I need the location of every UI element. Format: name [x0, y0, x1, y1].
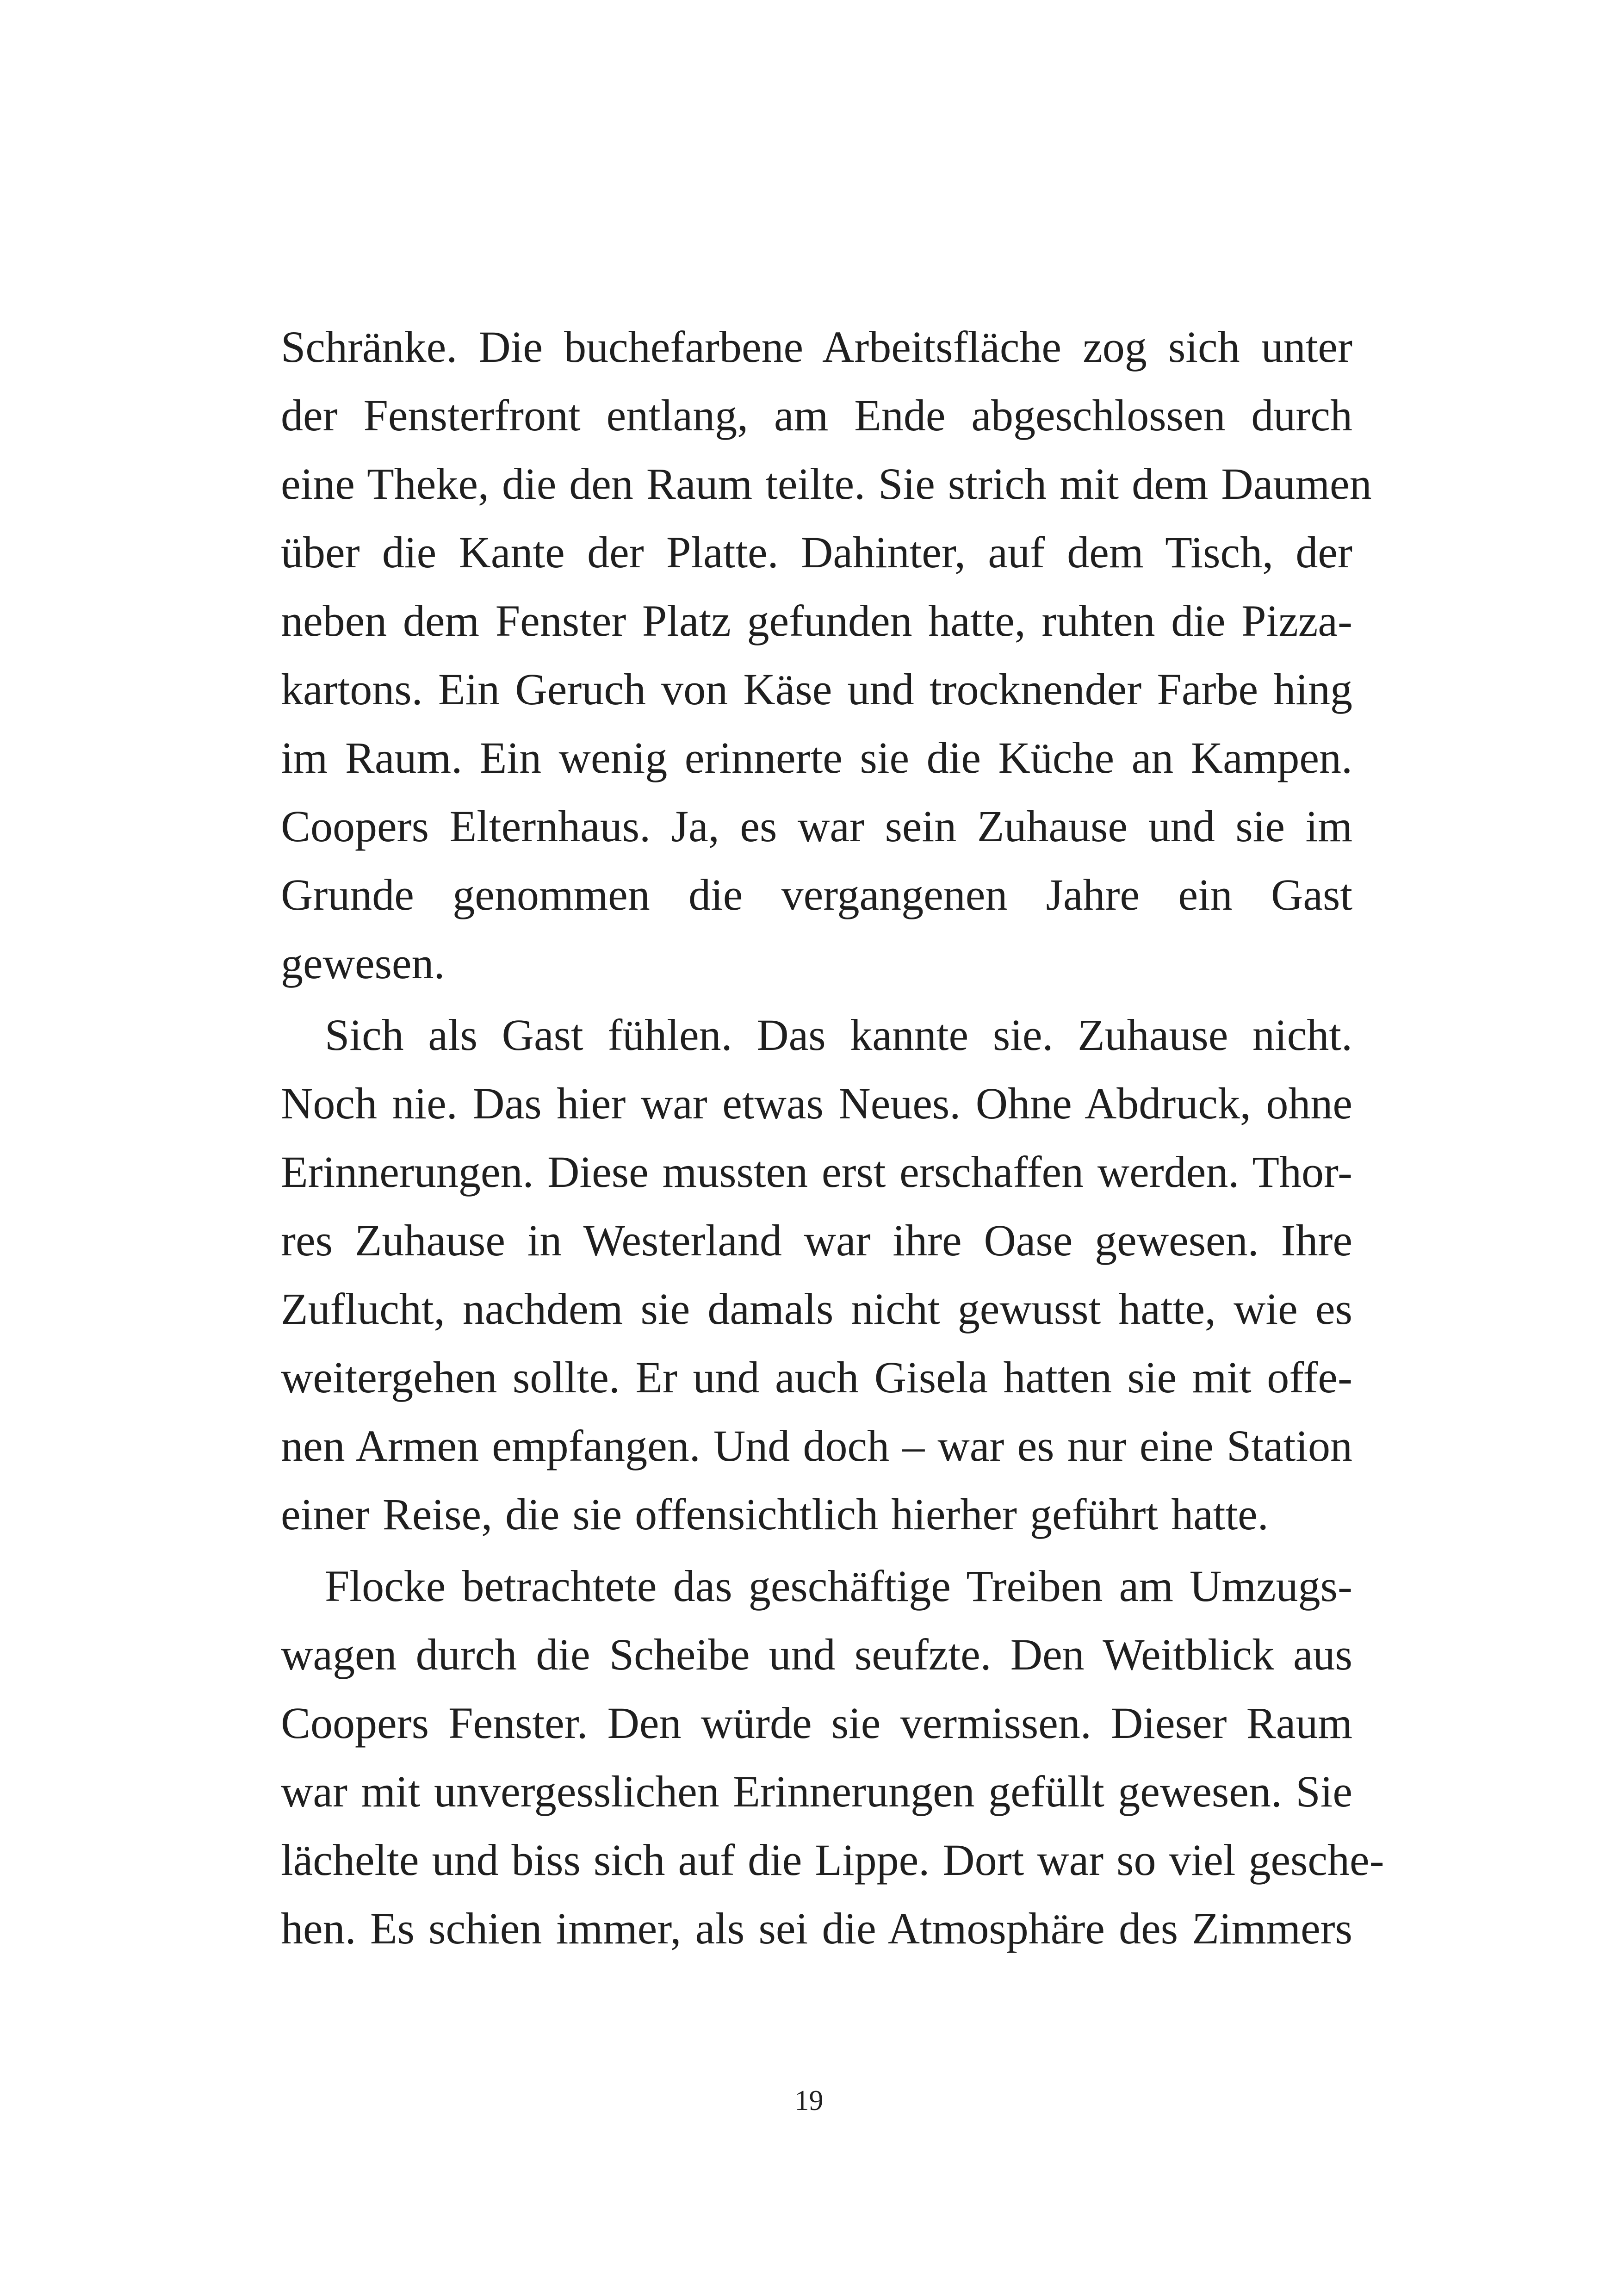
text-line: Flocke betrachtete das geschäftige Treiben am Umzugs- [325, 1561, 1352, 1611]
text-line: Schränke. Die buchefarbene Arbeitsfläche zog sich unter [281, 322, 1352, 372]
text-line: Grunde genommen die vergangenen Jahre ein Gast [281, 870, 1352, 919]
text-line: Zuflucht, nachdem sie damals nicht gewusst hatte, wie es [281, 1284, 1352, 1334]
text-line: nen Armen empfangen. Und doch – war es nur eine Station [281, 1421, 1352, 1471]
text-line: im Raum. Ein wenig erinnerte sie die Küche an Kampen. [281, 733, 1352, 782]
text-line: Noch nie. Das hier war etwas Neues. Ohne Abdruck, ohne [281, 1079, 1352, 1128]
text-line: war mit unvergesslichen Erinnerungen gefüllt gewesen. Sie [281, 1767, 1352, 1816]
text-line: der Fensterfront entlang, am Ende abgeschlossen durch [281, 391, 1352, 440]
text-line: Erinnerungen. Diese mussten erst erschaffen werden. Thor- [281, 1147, 1352, 1197]
text-line: kartons. Ein Geruch von Käse und trocknender Farbe hing [281, 664, 1352, 714]
text-line: wagen durch die Scheibe und seufzte. Den Weitblick aus [281, 1630, 1352, 1679]
text-line: hen. Es schien immer, als sei die Atmosphäre des Zimmers [281, 1904, 1352, 1953]
text-line: res Zuhause in Westerland war ihre Oase gewesen. Ihre [281, 1216, 1352, 1265]
text-line: Coopers Elternhaus. Ja, es war sein Zuhause und sie im [281, 801, 1352, 851]
text-line: über die Kante der Platte. Dahinter, auf dem Tisch, der [281, 527, 1352, 577]
text-line: eine Theke, die den Raum teilte. Sie strich mit dem Daumen [281, 459, 1372, 509]
text-line: einer Reise, die sie offensichtlich hierher geführt hatte. [281, 1489, 1269, 1539]
text-line: Sich als Gast fühlen. Das kannte sie. Zuhause nicht. [325, 1010, 1352, 1060]
text-line: neben dem Fenster Platz gefunden hatte, ruhten die Pizza- [281, 596, 1352, 645]
text-line: Coopers Fenster. Den würde sie vermissen. Dieser Raum [281, 1698, 1352, 1748]
text-line: weitergehen sollte. Er und auch Gisela hatten sie mit offe- [281, 1353, 1352, 1402]
text-line: lächelte und biss sich auf die Lippe. Dort war so viel gesche- [281, 1835, 1384, 1885]
text-line: gewesen. [281, 938, 445, 988]
page-number: 19 [794, 2085, 824, 2116]
